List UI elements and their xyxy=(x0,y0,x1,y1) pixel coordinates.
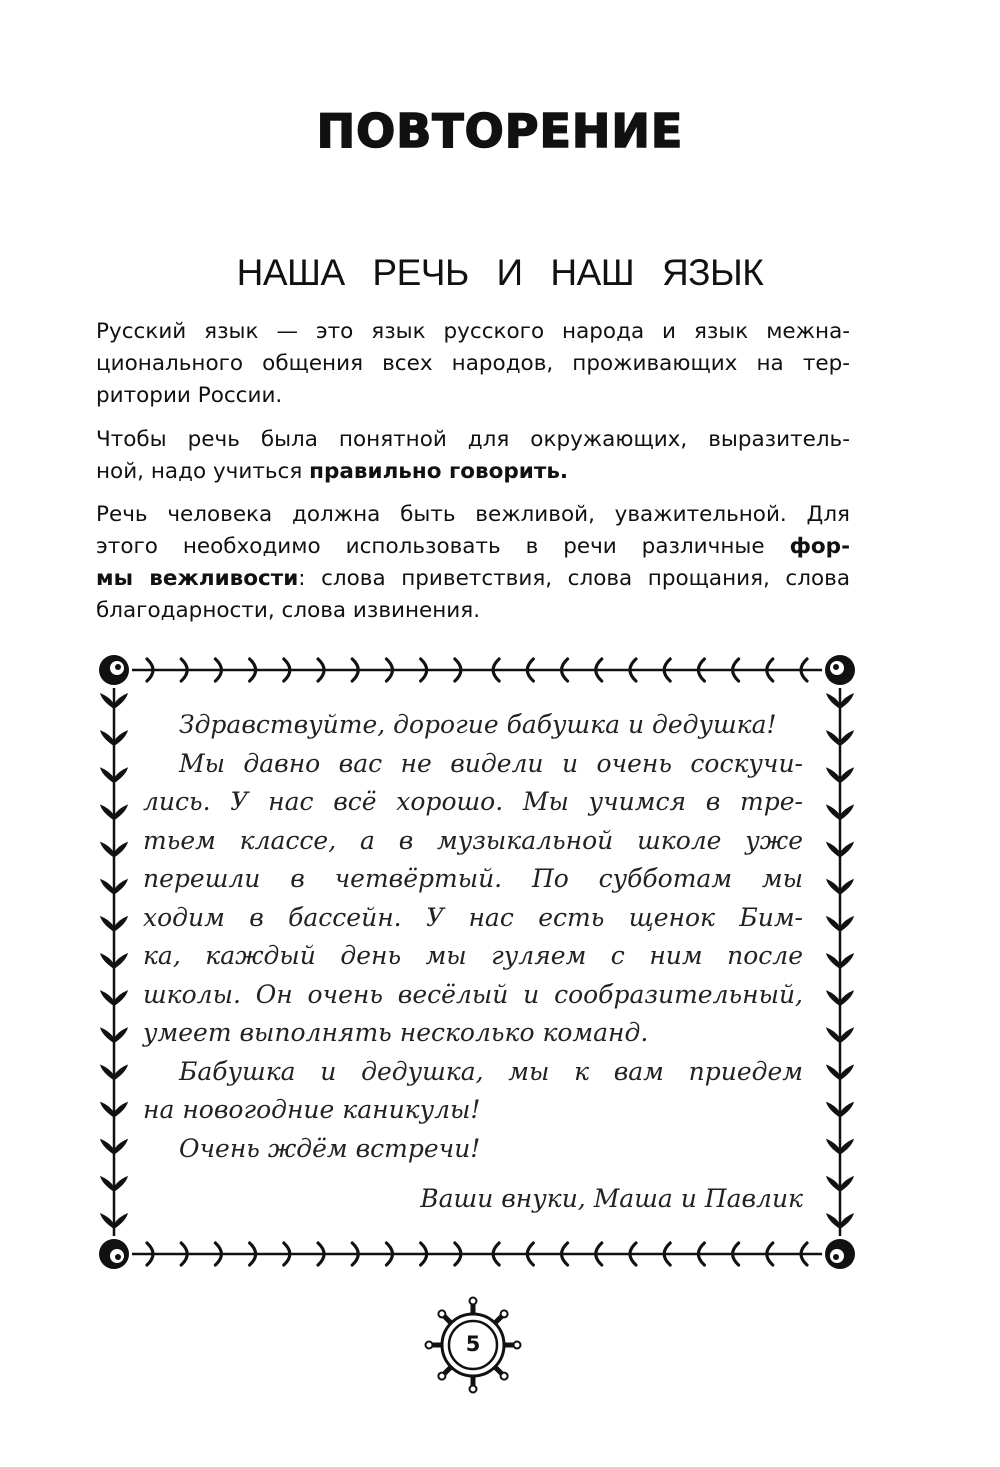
letter-line: ка, каждый день мы гуляем с ним после xyxy=(143,941,803,970)
bold-term: мы вежливости xyxy=(96,566,299,591)
frame-right-leaves xyxy=(826,688,854,1236)
letter-line: умеет выполнять несколько команд. xyxy=(143,1018,649,1047)
page-number: 5 xyxy=(465,1332,481,1356)
punctuation: . xyxy=(559,459,569,484)
paragraph-russian-language xyxy=(96,316,850,412)
bold-term: правильно говорить xyxy=(309,459,560,484)
letter-line: перешли в четвёртый. По субботам мы xyxy=(143,864,803,893)
letter-line: школы. Он очень весёлый и сообразительный, xyxy=(143,979,803,1009)
paragraph-line: Речь человека должна быть вежливой, уважительной. Для xyxy=(96,502,850,527)
frame-bottom-chevrons xyxy=(132,1243,822,1265)
letter-line: Мы давно вас не видели и очень соскучи- xyxy=(179,748,803,778)
page-title: ПОВТОРЕНИЕ xyxy=(316,104,684,158)
letter-line: на новогодние каникулы! xyxy=(143,1095,481,1124)
paragraph-line: Русский язык — это язык русского народа и язык межна- xyxy=(96,319,850,344)
section-title: НАША РЕЧЬ И НАШ ЯЗЫК xyxy=(236,252,764,293)
paragraph-line: ритории России. xyxy=(96,383,283,408)
frame-top-chevrons xyxy=(132,659,822,681)
corner-ornament-icon xyxy=(825,1239,855,1269)
letter-line: Очень ждём встречи! xyxy=(179,1133,481,1163)
frame-left-leaves xyxy=(100,688,128,1236)
paragraph-line xyxy=(96,563,850,595)
handwritten-letter xyxy=(143,706,803,1219)
paragraph-line: ционального общения всех народов, проживающих на тер- xyxy=(96,351,850,376)
paragraph-line xyxy=(96,531,850,563)
paragraph-line: Чтобы речь была понятной для окружающих, выразитель- xyxy=(96,427,850,452)
text-fragment: этого необходимо использовать в речи различные xyxy=(96,534,765,559)
corner-ornament-icon xyxy=(825,655,855,685)
text-fragment: ной, надо учиться xyxy=(96,459,303,484)
text-fragment: : слова приветствия, слова прощания, слова xyxy=(298,566,850,591)
paragraph-politeness xyxy=(96,499,850,627)
bold-term: фор- xyxy=(789,534,850,559)
letter-line: Бабушка и дедушка, мы к вам приедем xyxy=(179,1056,803,1086)
paragraph-speak-correctly xyxy=(96,424,850,488)
letter-line: тьем классе, а в музыкальной школе уже xyxy=(143,825,803,855)
letter-line: ходим в бассейн. У нас есть щенок Бим- xyxy=(143,902,803,932)
paragraph-line xyxy=(96,456,850,488)
corner-ornament-icon xyxy=(99,655,129,685)
letter-line: Здравствуйте, дорогие бабушка и дедушка! xyxy=(179,710,777,739)
corner-ornament-icon xyxy=(99,1239,129,1269)
letter-signature: Ваши внуки, Маша и Павлик xyxy=(420,1184,803,1213)
paragraph-line: благодарности, слова извинения. xyxy=(96,598,481,623)
letter-line: лись. У нас всё хорошо. Мы учимся в тре- xyxy=(143,787,803,816)
